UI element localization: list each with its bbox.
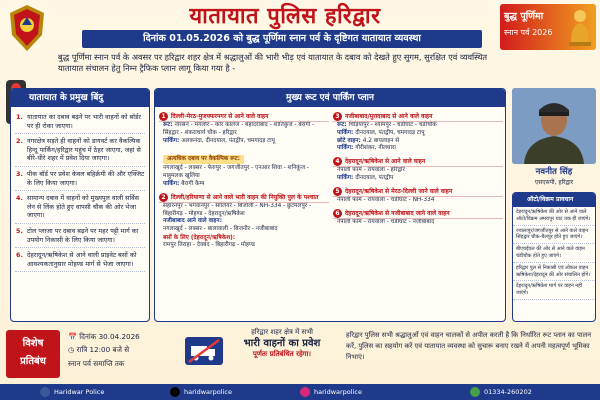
route-text: अलकनंदा, दीनदयाल, पंतद्वीप, चमगादड़ टापू <box>181 137 275 144</box>
route-title <box>159 192 329 203</box>
route-label: पार्किंग: <box>337 145 354 152</box>
route-title-text: देहरादून/ऋषिकेश से मेरठ-दिल्ली जाने वाले वाहन <box>345 187 453 195</box>
route-title-text: दिल्ली-मेरठ-मुजफ्फरनगर से आने वाले वाहन <box>171 113 269 120</box>
alternate-route-tag: अत्यधिक दबाव पर वैकल्पिक रूट: <box>163 155 244 164</box>
item-number: 4. <box>16 194 23 203</box>
route-column-right <box>333 111 503 229</box>
route-text: चिड़ियापुर - श्यामपुर - चंडीघाट - चंडीचौक <box>348 122 437 128</box>
list-item <box>15 134 145 167</box>
route-line <box>333 175 503 183</box>
route-text: गौरीशंकर, नीलधारा <box>355 145 396 152</box>
officer-photo <box>512 88 596 164</box>
auto-vikram-heading: ऑटो/विक्रम प्रावधान <box>513 193 595 207</box>
special-label-2: प्रतिबंध <box>20 356 46 367</box>
route-number: 3 <box>333 112 342 121</box>
key-points-list <box>11 107 149 272</box>
route-title-text: दिल्ली/हरियाणा से आने वाले भारी वाहन की नियुक्ति पुल के पश्चात <box>171 193 319 201</box>
route-label: छोटे वाहन: <box>337 137 361 144</box>
route-line <box>159 165 329 181</box>
phone-icon <box>470 387 480 397</box>
route-subhead: बसों के लिए (देहरादून/ऋषिकेश): <box>163 234 236 241</box>
phone-number: 01334-260202 <box>484 388 532 396</box>
facebook-link[interactable] <box>40 384 104 400</box>
route-box-3 <box>333 111 503 153</box>
calendar-icon: 📅 <box>68 332 77 341</box>
route-line <box>333 130 503 138</box>
restriction-time-text: रात्रि 12:00 बजे से <box>76 345 130 354</box>
uttarakhand-police-emblem-icon <box>6 3 48 53</box>
header <box>0 0 600 74</box>
buddha-statue-icon <box>567 7 593 47</box>
intro-text: बुद्ध पूर्णिमा स्नान पर्व के अवसर पर हरिद्वार शहर क्षेत्र में श्रद्धालुओं की भारी भीड़ एवं यातायात के दबाव को देखते हुए सुगम, सुरक्षित एवं व्यवस्थित यातायात संचालन हेतु निम्न ट्रैफिक प्लान लागू किया गया है - <box>58 52 488 73</box>
ban-line-2: भारी वाहनों का प्रवेश <box>243 338 321 349</box>
route-text: नेपाली फार्म - रायवाला - चंडीघाट - नजीबाबाद <box>337 218 435 225</box>
item-text: सामान्य दबाव में वाहनों को मुख्यपुल वाली सर्विस लेन से लिंक होते हुए वापसी चौक की ओर भेजा जाएगा। <box>27 194 139 220</box>
item-number: 5. <box>16 226 23 235</box>
footer <box>0 384 600 400</box>
route-text: नेपाली फार्म - रायवाला - चंडीघाट - NH-334 <box>337 196 435 203</box>
list-item <box>15 191 145 224</box>
route-number: 2 <box>159 193 168 202</box>
twitter-handle: haridwarpolice <box>184 388 232 396</box>
ban-line-1: हरिद्वार शहर क्षेत्र में सभी <box>251 328 313 336</box>
page-title: यातायात पुलिस हरिद्वार <box>189 4 381 29</box>
route-line <box>159 203 329 219</box>
festival-subtitle: स्नान पर्व 2026 <box>504 28 553 37</box>
route-text: नगलाखुर्द - लक्सर - बालावाली - बिजनौर - नजीबाबाद <box>163 226 278 233</box>
route-label: रूट: <box>163 122 173 128</box>
special-label-1: विशेष <box>22 338 44 349</box>
list-item <box>15 224 145 248</box>
route-line <box>159 226 329 234</box>
ban-line-3: पूर्णतः प्रतिबंधित रहेगा। <box>252 350 312 358</box>
route-text: नारसन - मंगलौर - कोर कालेज - बहादराबाद - शांतिकुंज - बैरागी - सिंहद्वार - शंकराचार्य चौक - हरिद्वार <box>163 122 315 136</box>
route-parking-heading: मुख्य रूट एवं पार्किंग प्लान <box>155 89 505 107</box>
restriction-date <box>68 332 140 342</box>
item-number: 2. <box>16 137 23 146</box>
route-line <box>159 122 329 138</box>
list-item: देहरादून/ऋषिकेश की ओर से आने वाले ऑटो/विक्रम अमरापुर घाट तक ही जाएंगे। <box>513 207 595 226</box>
restriction-until: स्नान पर्व समाप्ति तक <box>68 359 125 368</box>
restriction-band <box>0 326 600 382</box>
item-text: टोल प्लाजा पर दबाव बढ़ने पर महर पट्टी मार्ग का उपयोग निकासी के लिए किया जाएगा। <box>27 226 139 244</box>
route-text: सहारनपुर - भगवानपुर - सालियर - बिजोली - NH-334 - छुटमलपुर - बिहारीगढ़ - मोहण्ड - देहरादून/ऋषिकेश <box>163 202 312 217</box>
festival-title: बुद्ध पूर्णिमा <box>504 11 544 22</box>
route-text: दीनदयाल, पंतद्वीप <box>355 174 394 181</box>
item-text: पीक बॉर्ड पर प्रवेश केवल बहिर्क्रमी की और एक्जिट के लिए किया जाएगा। <box>27 169 145 187</box>
route-line <box>159 242 329 250</box>
route-line <box>333 145 503 153</box>
route-line <box>159 138 329 146</box>
police-appeal-text: हरिद्वार पुलिस सभी श्रद्धालुओं एवं वाहन चालकों से अपील करती है कि निर्धारित रूट प्लान का पालन करें, पुलिस का सहयोग करें एवं यातायात व्यवस्था को सुचारू बनाए रखने में अपनी महत्वपूर्ण भूमिका निभाएं। <box>346 331 591 361</box>
item-number: 1. <box>16 113 23 121</box>
route-title-text: देहरादून/ऋषिकेश से आने वाले वाहन <box>345 158 426 166</box>
restriction-time <box>68 345 129 355</box>
x-twitter-icon <box>170 387 180 397</box>
route-parking-panel <box>154 88 506 322</box>
route-line <box>159 218 329 226</box>
route-box-2 <box>159 192 329 250</box>
heavy-vehicle-ban <box>230 328 334 378</box>
route-text: 4.2 बायलाइन से <box>362 137 400 144</box>
route-box-1 <box>159 111 329 189</box>
list-item <box>15 167 145 191</box>
route-title-text: नजीबाबाद/मुरादाबाद से आने वाले वाहन <box>345 113 433 120</box>
route-title-text: देहरादून/ऋषिकेश से नजीबाबाद जाने वाले वाहन <box>345 209 450 217</box>
auto-vikram-panel <box>512 192 596 322</box>
item-number: 6. <box>16 251 23 260</box>
route-title <box>333 186 503 197</box>
no-heavy-vehicle-icon <box>184 336 224 366</box>
route-title <box>159 111 329 122</box>
route-title <box>333 208 503 219</box>
route-text: रामपुर तिराहा - देवबंद - बिहारीगढ़ - मोहण्ड <box>163 241 255 248</box>
route-text: दीनदयाल, पंतद्वीप, चमगादड़ टापू <box>355 129 425 136</box>
route-box-5 <box>333 186 503 205</box>
route-label: पार्किंग: <box>337 174 354 181</box>
phone-link[interactable] <box>470 384 532 400</box>
instagram-handle: haridwarpolice <box>314 388 362 396</box>
list-item <box>15 248 145 272</box>
route-label: पार्किंग: <box>163 180 180 187</box>
route-box-6 <box>333 208 503 227</box>
instagram-link[interactable] <box>300 384 362 400</box>
route-title <box>333 111 503 122</box>
key-points-panel <box>10 88 150 322</box>
list-item <box>15 110 145 134</box>
restriction-date-text: दिनांक 30.04.2026 <box>79 332 140 341</box>
route-number: 6 <box>333 209 342 218</box>
list-item: ज्वालापुर/जगजीतपुर से आने वाले वाहन सिंहद्वार चौक-चैलपुर होते हुए जाएंगे। <box>513 226 595 245</box>
route-title <box>333 156 503 167</box>
route-number: 5 <box>333 187 342 196</box>
item-text: नगरक्षेत्र सड़ते ही वाहनों को डायवर्ट कर वैकल्पिक हिन्दू पार्किंग/हरिद्वार पहुंच में ठेहर जाएगा, जहां से बीरे-धीरे शहर में प्रवेश दिया जाएगा। <box>27 137 141 163</box>
route-line <box>159 181 329 189</box>
instagram-icon <box>300 387 310 397</box>
item-text: यातायात का दबाव बढ़ने पर भारी वाहनों को बॉर्डर पर ही रोका जाएगा। <box>27 113 141 130</box>
officer-name: नवनीत सिंह <box>535 167 573 177</box>
clock-icon: ◷ <box>68 345 75 354</box>
route-number: 4 <box>333 157 342 166</box>
item-number: 3. <box>16 169 23 178</box>
festival-badge <box>500 4 596 50</box>
route-text: नजीबाबाद आने वाले वाहन: <box>163 218 222 225</box>
twitter-link[interactable] <box>170 384 232 400</box>
special-restriction-badge <box>6 330 60 378</box>
route-line <box>333 197 503 205</box>
route-text: बैरागी कैम्प <box>181 180 205 187</box>
list-item: देहरादून/ऋषिकेश मार्ग पर वाहन नहीं जाएंगे। <box>513 281 595 300</box>
route-number: 1 <box>159 112 168 121</box>
officer-portrait-icon <box>512 88 596 164</box>
facebook-handle: Haridwar Police <box>54 388 105 396</box>
item-text: देहरादून/ऋषिकेश से आने वाली प्राइवेट बसों को आवश्यकतानुसार मोहण्ड मार्ग से भेजा जाएगा। <box>27 251 137 268</box>
route-label: पार्किंग: <box>163 137 180 144</box>
list-item: बीएचईएल की ओर से आने वाले वाहन चंडीचौक होते हुए जाएंगे। <box>513 244 595 263</box>
route-line <box>333 219 503 227</box>
route-text: नगलाखुर्द - लक्सर - फेरुपुर - जगजीतपुर - एनआर शिवा - शनिकुंज - माहुमलक खुलिया <box>163 165 309 180</box>
subtitle-bar: दिनांक 01.05.2026 को बुद्ध पूर्णिमा स्नान पर्व के दृष्टिगत यातायात व्यवस्था <box>82 30 482 48</box>
route-text: नेपाली फार्म - रायवाला - हरिद्वार <box>337 167 405 174</box>
route-label: रूट: <box>337 122 347 128</box>
list-item: हरिद्वार पुल से निकासी एवं लोकल वाहन ऋषिकेश/देहरादून की ओर संचालित होंगे। <box>513 263 595 282</box>
route-line <box>333 122 503 130</box>
key-points-heading: यातायात के प्रमुख बिंदु <box>11 89 149 107</box>
route-box-4 <box>333 156 503 183</box>
route-column-left <box>159 111 329 253</box>
route-label: पार्किंग: <box>337 129 354 136</box>
facebook-icon <box>40 387 50 397</box>
officer-designation: एसएसपी, हरिद्वार <box>534 179 574 186</box>
route-line <box>333 167 503 175</box>
